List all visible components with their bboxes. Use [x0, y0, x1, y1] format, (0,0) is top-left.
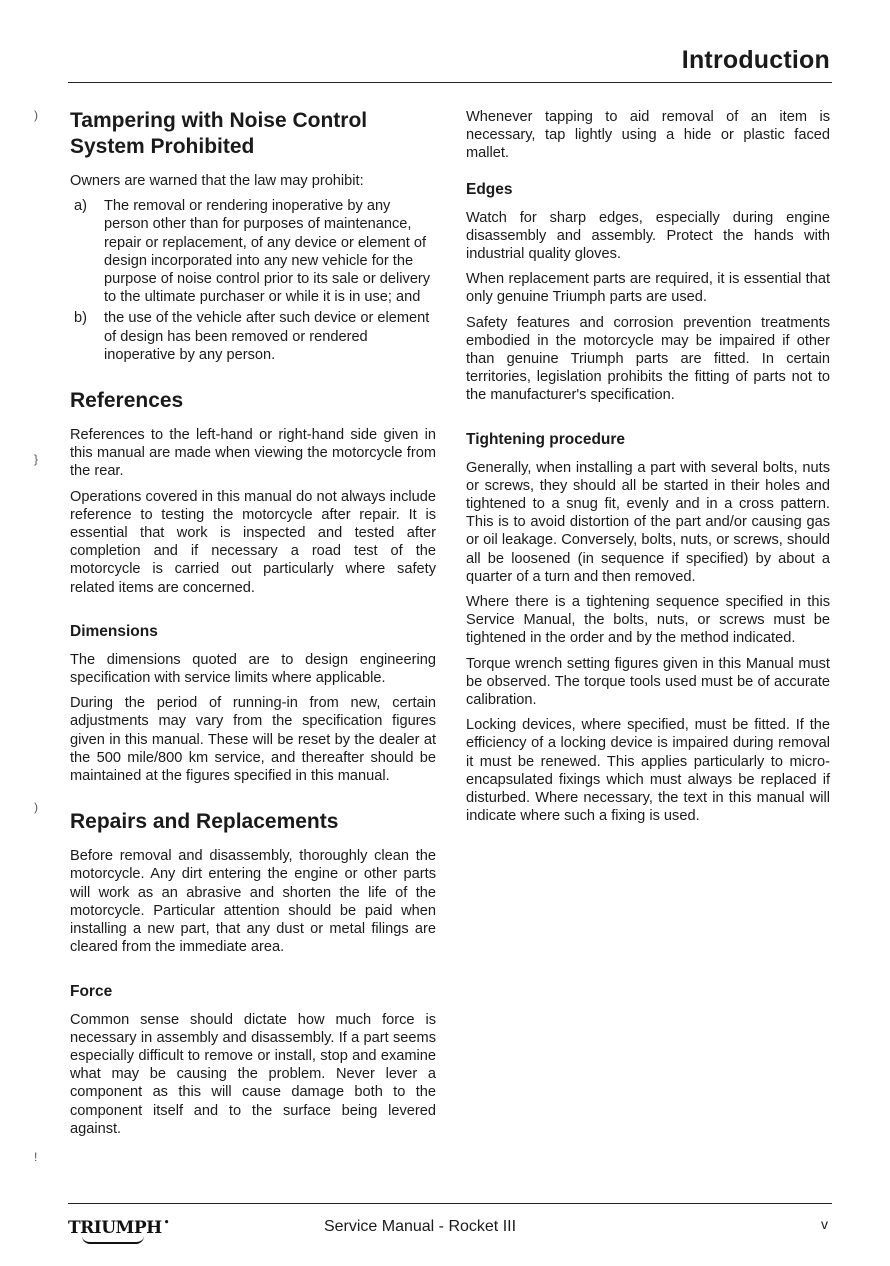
repairs-heading: Repairs and Replacements [70, 810, 339, 834]
tightening-paragraph-2: Where there is a tightening sequence specified in this Service Manual, the bolts, nuts, or screws must be tightened in the order and by the method indicated. [466, 594, 830, 647]
margin-mark: ) [34, 800, 38, 814]
list-item [70, 309, 436, 364]
edges-paragraph-1: Watch for sharp edges, especially during engine disassembly and assembly. Protect the hands with industrial quality gloves. [466, 209, 830, 263]
tightening-paragraph-3: Torque wrench setting figures given in this Manual must be observed. The torque tools used must be of accurate calibration. [466, 655, 830, 709]
logo-swoosh [82, 1236, 144, 1244]
list-item-marker: a) [74, 198, 87, 215]
right-column [466, 108, 830, 833]
tampering-heading [70, 108, 436, 160]
list-item [70, 197, 436, 306]
tapping-paragraph: Whenever tapping to aid removal of an item is necessary, tap lightly using a hide or plastic faced mallet. [466, 109, 830, 162]
tampering-heading-line1: Tampering with Noise Control [70, 109, 368, 132]
force-heading: Force [70, 982, 113, 1000]
footer-manual-title: Service Manual - Rocket III [323, 1218, 517, 1235]
tampering-heading-line2: System Prohibited [70, 135, 255, 158]
tampering-list [70, 197, 436, 364]
dimensions-heading: Dimensions [70, 622, 158, 640]
logo-registered-dot: • [163, 1218, 169, 1228]
references-paragraph-2: Operations covered in this manual do not always include reference to testing the motorcycle after repair. It is essential that work is inspected and tested after completion and if necessary a road test of the motorcycle is carried out particularly where safety related items are concerned. [70, 488, 436, 596]
margin-mark: } [34, 452, 39, 466]
force-paragraph-1: Common sense should dictate how much force is necessary in assembly and disassembly. If a part seems especially difficult to remove or install, stop and examine what may be causing the problem. Never lever a component as this will cause damage both to the component itself and to the surface being levered against. [70, 1011, 436, 1137]
edges-paragraph-2: When replacement parts are required, it is essential that only genuine Triumph parts are used. [466, 271, 830, 306]
list-item-text: the use of the vehicle after such device or element of design has been removed or rendered inoperative by any person. [104, 310, 430, 363]
triumph-logo-text: TRIUMPH [68, 1218, 162, 1238]
page-header-title: Introduction [681, 46, 830, 74]
dimensions-paragraph-2: During the period of running-in from new, certain adjustments may vary from the specification figures given in this manual. These will be reset by the dealer at the 500 mile/800 km service, and thereafter should be maintained at the figures specified in this manual. [70, 695, 436, 785]
tightening-paragraph-4: Locking devices, where specified, must be fitted. If the efficiency of a locking device is impaired during removal it must be renewed. This applies particularly to micro-encapsulated fixings which must always be replaced if disturbed. Where necessary, the text in this manual will indicate where such a fixing is used. [466, 717, 830, 825]
edges-heading: Edges [466, 180, 513, 198]
footer-page-number: v [821, 1216, 828, 1232]
list-item-marker: b) [74, 310, 87, 327]
left-column [70, 108, 436, 1145]
repairs-paragraph-1: Before removal and disassembly, thoroughly clean the motorcycle. Any dirt entering the engine or other parts will work as an abrasive and shorten the life of the motorcycle. Particular attention should be paid when installing a new part, that any dust or metal filings are cleared from the immediate area. [70, 848, 436, 956]
margin-mark: ! [34, 1150, 38, 1164]
references-heading: References [70, 389, 184, 413]
footer-rule [68, 1203, 832, 1204]
dimensions-paragraph-1: The dimensions quoted are to design engineering specification with service limits where applicable. [70, 651, 436, 687]
tampering-intro: Owners are warned that the law may prohibit: [70, 173, 364, 189]
margin-mark: ) [34, 108, 38, 122]
references-paragraph-1: References to the left-hand or right-hand side given in this manual are made when viewing the motorcycle from the rear. [70, 427, 436, 480]
tightening-paragraph-1: Generally, when installing a part with several bolts, nuts or screws, they should all be started in their holes and tightened to a snug fit, evenly and in a cross pattern. This is to avoid distortion of the part and/or causing gas or oil leakage. Conversely, bolts, nuts, or screws, should all be loosened (in sequence if specified) by about a quarter of a turn and then removed. [466, 459, 830, 585]
tightening-heading: Tightening procedure [466, 430, 626, 448]
header-rule [68, 82, 832, 83]
edges-paragraph-3: Safety features and corrosion prevention treatments embodied in the motorcycle may be impaired if other than genuine Triumph parts are fitted. In certain territories, legislation prohibits the fitting of parts not to the manufacturer's specification. [466, 314, 830, 404]
list-item-text: The removal or rendering inoperative by any person other than for purposes of maintenance, repair or replacement, of any device or element of design incorporated into any new vehicle for the purpose of noise control prior to its sale or delivery to the ultimate purchaser or while it is in use; and [104, 198, 431, 306]
